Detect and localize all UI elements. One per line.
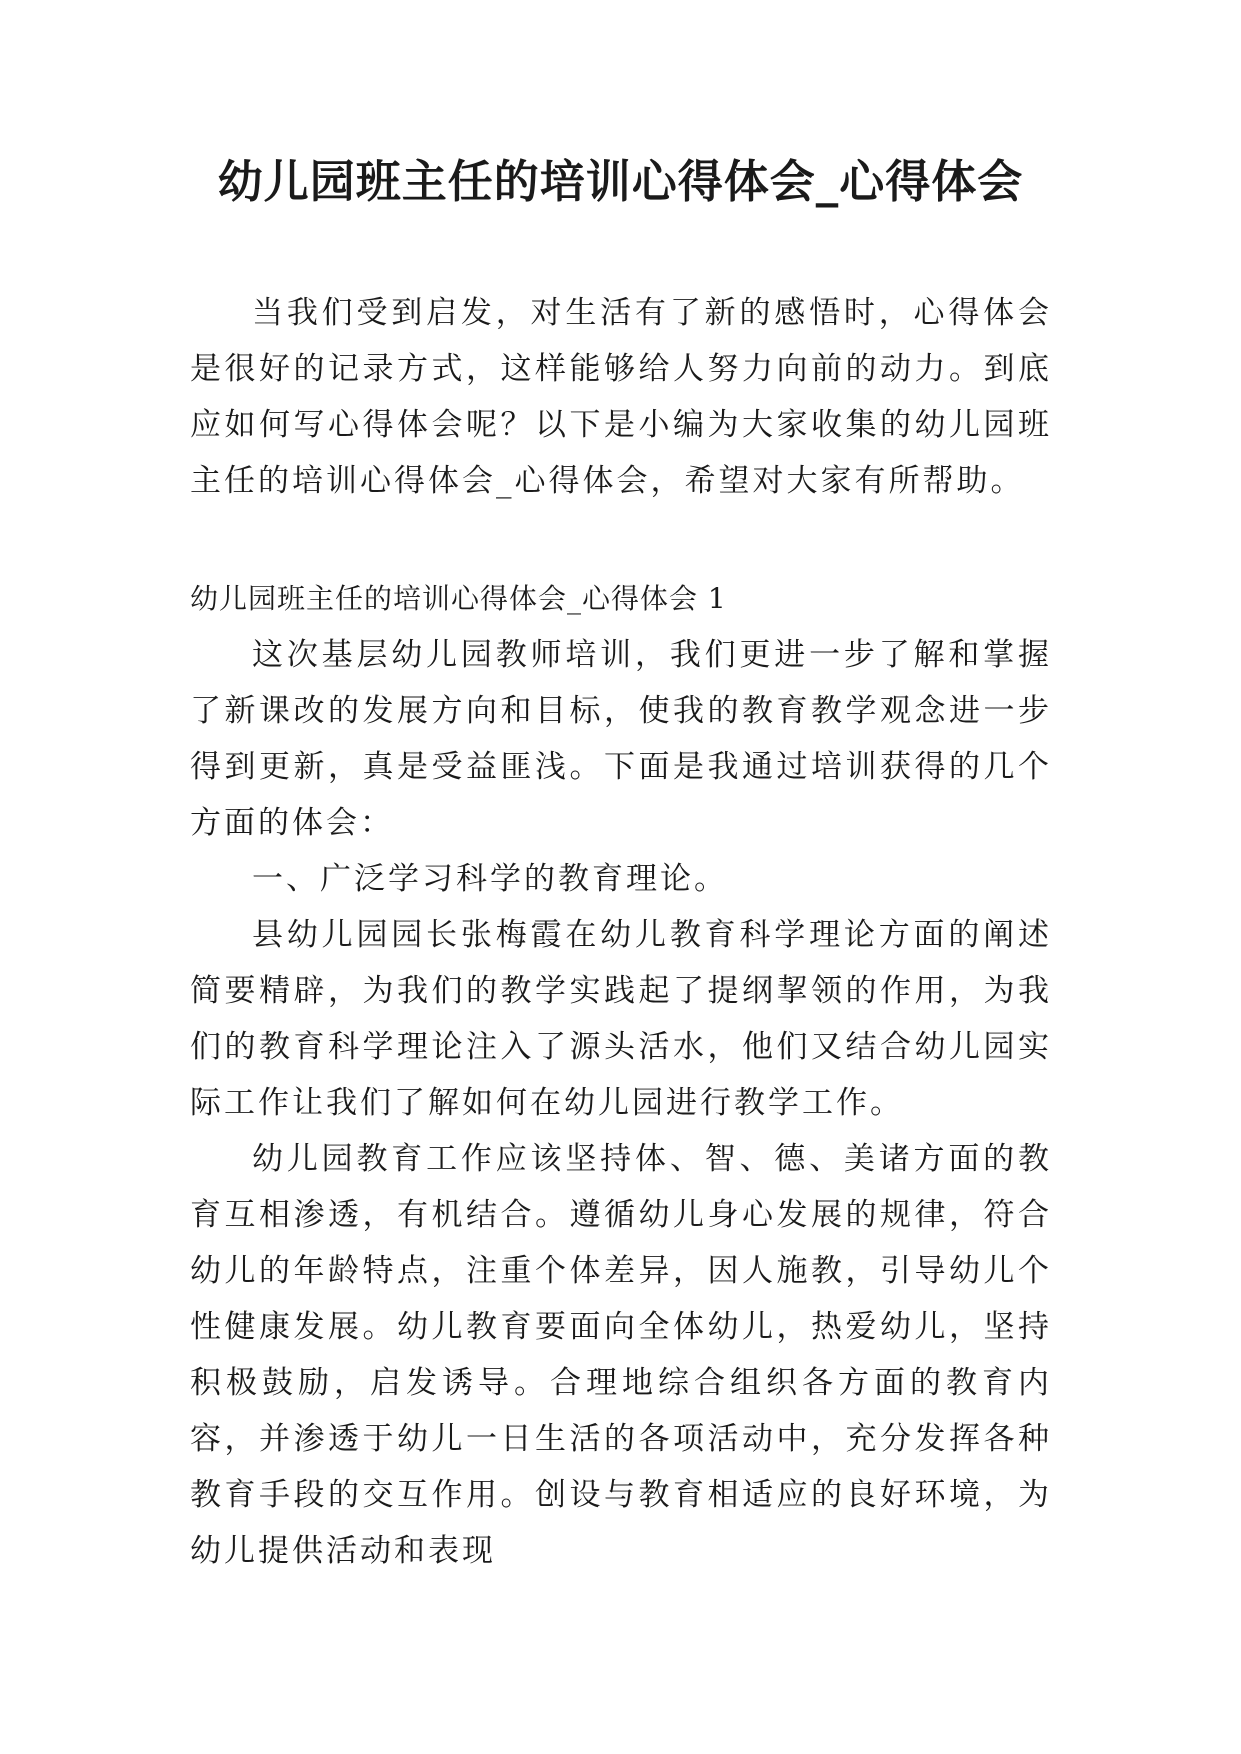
point-heading: 一、广泛学习科学的教育理论。 [252,861,728,897]
body-paragraph: 这次基层幼儿园教师培训，我们更进一步了解和掌握了新课改的发展方向和目标，使我的教育教学观念进一步得到更新，真是受益匪浅。下面是我通过培训获得的几个方面的体会： [190,637,1052,841]
section-heading: 幼儿园班主任的培训心得体会_心得体会 1 [190,582,727,615]
body-paragraph: 县幼儿园园长张梅霞在幼儿教育科学理论方面的阐述简要精辟，为我们的教学实践起了提纲挈领的作用，为我们的教育科学理论注入了源头活水，他们又结合幼儿园实际工作让我们了解如何在幼儿园进行教学工作。 [190,917,1052,1121]
document-body [190,285,1052,1579]
document-title: 幼儿园班主任的培训心得体会_心得体会 [217,155,1024,208]
body-paragraph: 幼儿园教育工作应该坚持体、智、德、美诸方面的教育互相渗透，有机结合。遵循幼儿身心发展的规律，符合幼儿的年龄特点，注重个体差异，因人施教，引导幼儿个性健康发展。幼儿教育要面向全体幼儿，热爱幼儿，坚持积极鼓励，启发诱导。合理地综合组织各方面的教育内容，并渗透于幼儿一日生活的各项活动中，充分发挥各种教育手段的交互作用。创设与教育相适应的良好环境，为幼儿提供活动和表现 [190,1141,1052,1569]
intro-paragraph: 当我们受到启发，对生活有了新的感悟时，心得体会是很好的记录方式，这样能够给人努力向前的动力。到底应如何写心得体会呢？以下是小编为大家收集的幼儿园班主任的培训心得体会_心得体会，希望对大家有所帮助。 [190,295,1052,499]
